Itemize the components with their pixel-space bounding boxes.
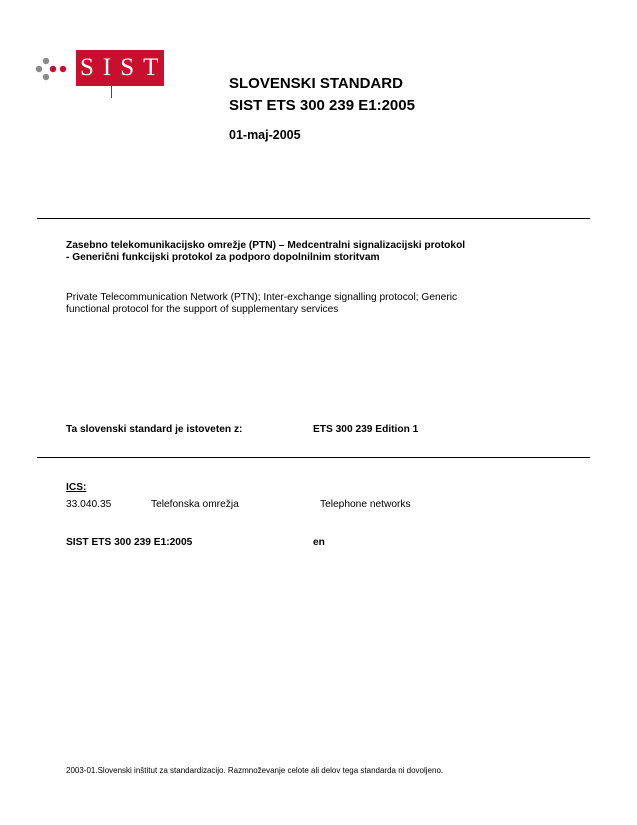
equivalence-value: ETS 300 239 Edition 1	[313, 424, 419, 435]
ics-slovenian: Telefonska omrežja	[151, 499, 239, 510]
ics-code: 33.040.35	[66, 499, 112, 510]
ics-english: Telephone networks	[320, 499, 411, 510]
top-divider	[37, 218, 590, 219]
reference-code: SIST ETS 300 239 E1:2005	[66, 537, 193, 548]
sist-logo: SIST	[76, 50, 164, 86]
english-title-line-1: Private Telecommunication Network (PTN); Inter-exchange signalling protocol; Generic	[66, 292, 458, 303]
middle-divider	[37, 457, 590, 458]
logo-divider	[111, 86, 112, 98]
copyright-footer: 2003-01.Slovenski inštitut za standardizacijo. Razmnoževanje celote ali delov tega standarda ni dovoljeno.	[66, 766, 444, 775]
equivalence-label: Ta slovenski standard je istoveten z:	[66, 424, 243, 435]
standard-number: SIST ETS 300 239 E1:2005	[229, 97, 415, 114]
ics-label: ICS:	[66, 482, 87, 493]
standard-heading: SLOVENSKI STANDARD	[229, 75, 403, 92]
slovenian-title-line-2: - Generični funkcijski protokol za podporo dopolnilnim storitvam	[66, 252, 380, 263]
reference-language: en	[313, 537, 325, 548]
logo-dots-icon	[33, 55, 73, 89]
slovenian-title	[66, 240, 586, 264]
english-title-line-2: functional protocol for the support of supplementary services	[66, 304, 339, 315]
publication-date: 01-maj-2005	[229, 128, 301, 142]
english-title	[66, 292, 566, 316]
slovenian-title-line-1: Zasebno telekomunikacijsko omrežje (PTN) – Medcentralni signalizacijski protokol	[66, 240, 466, 251]
